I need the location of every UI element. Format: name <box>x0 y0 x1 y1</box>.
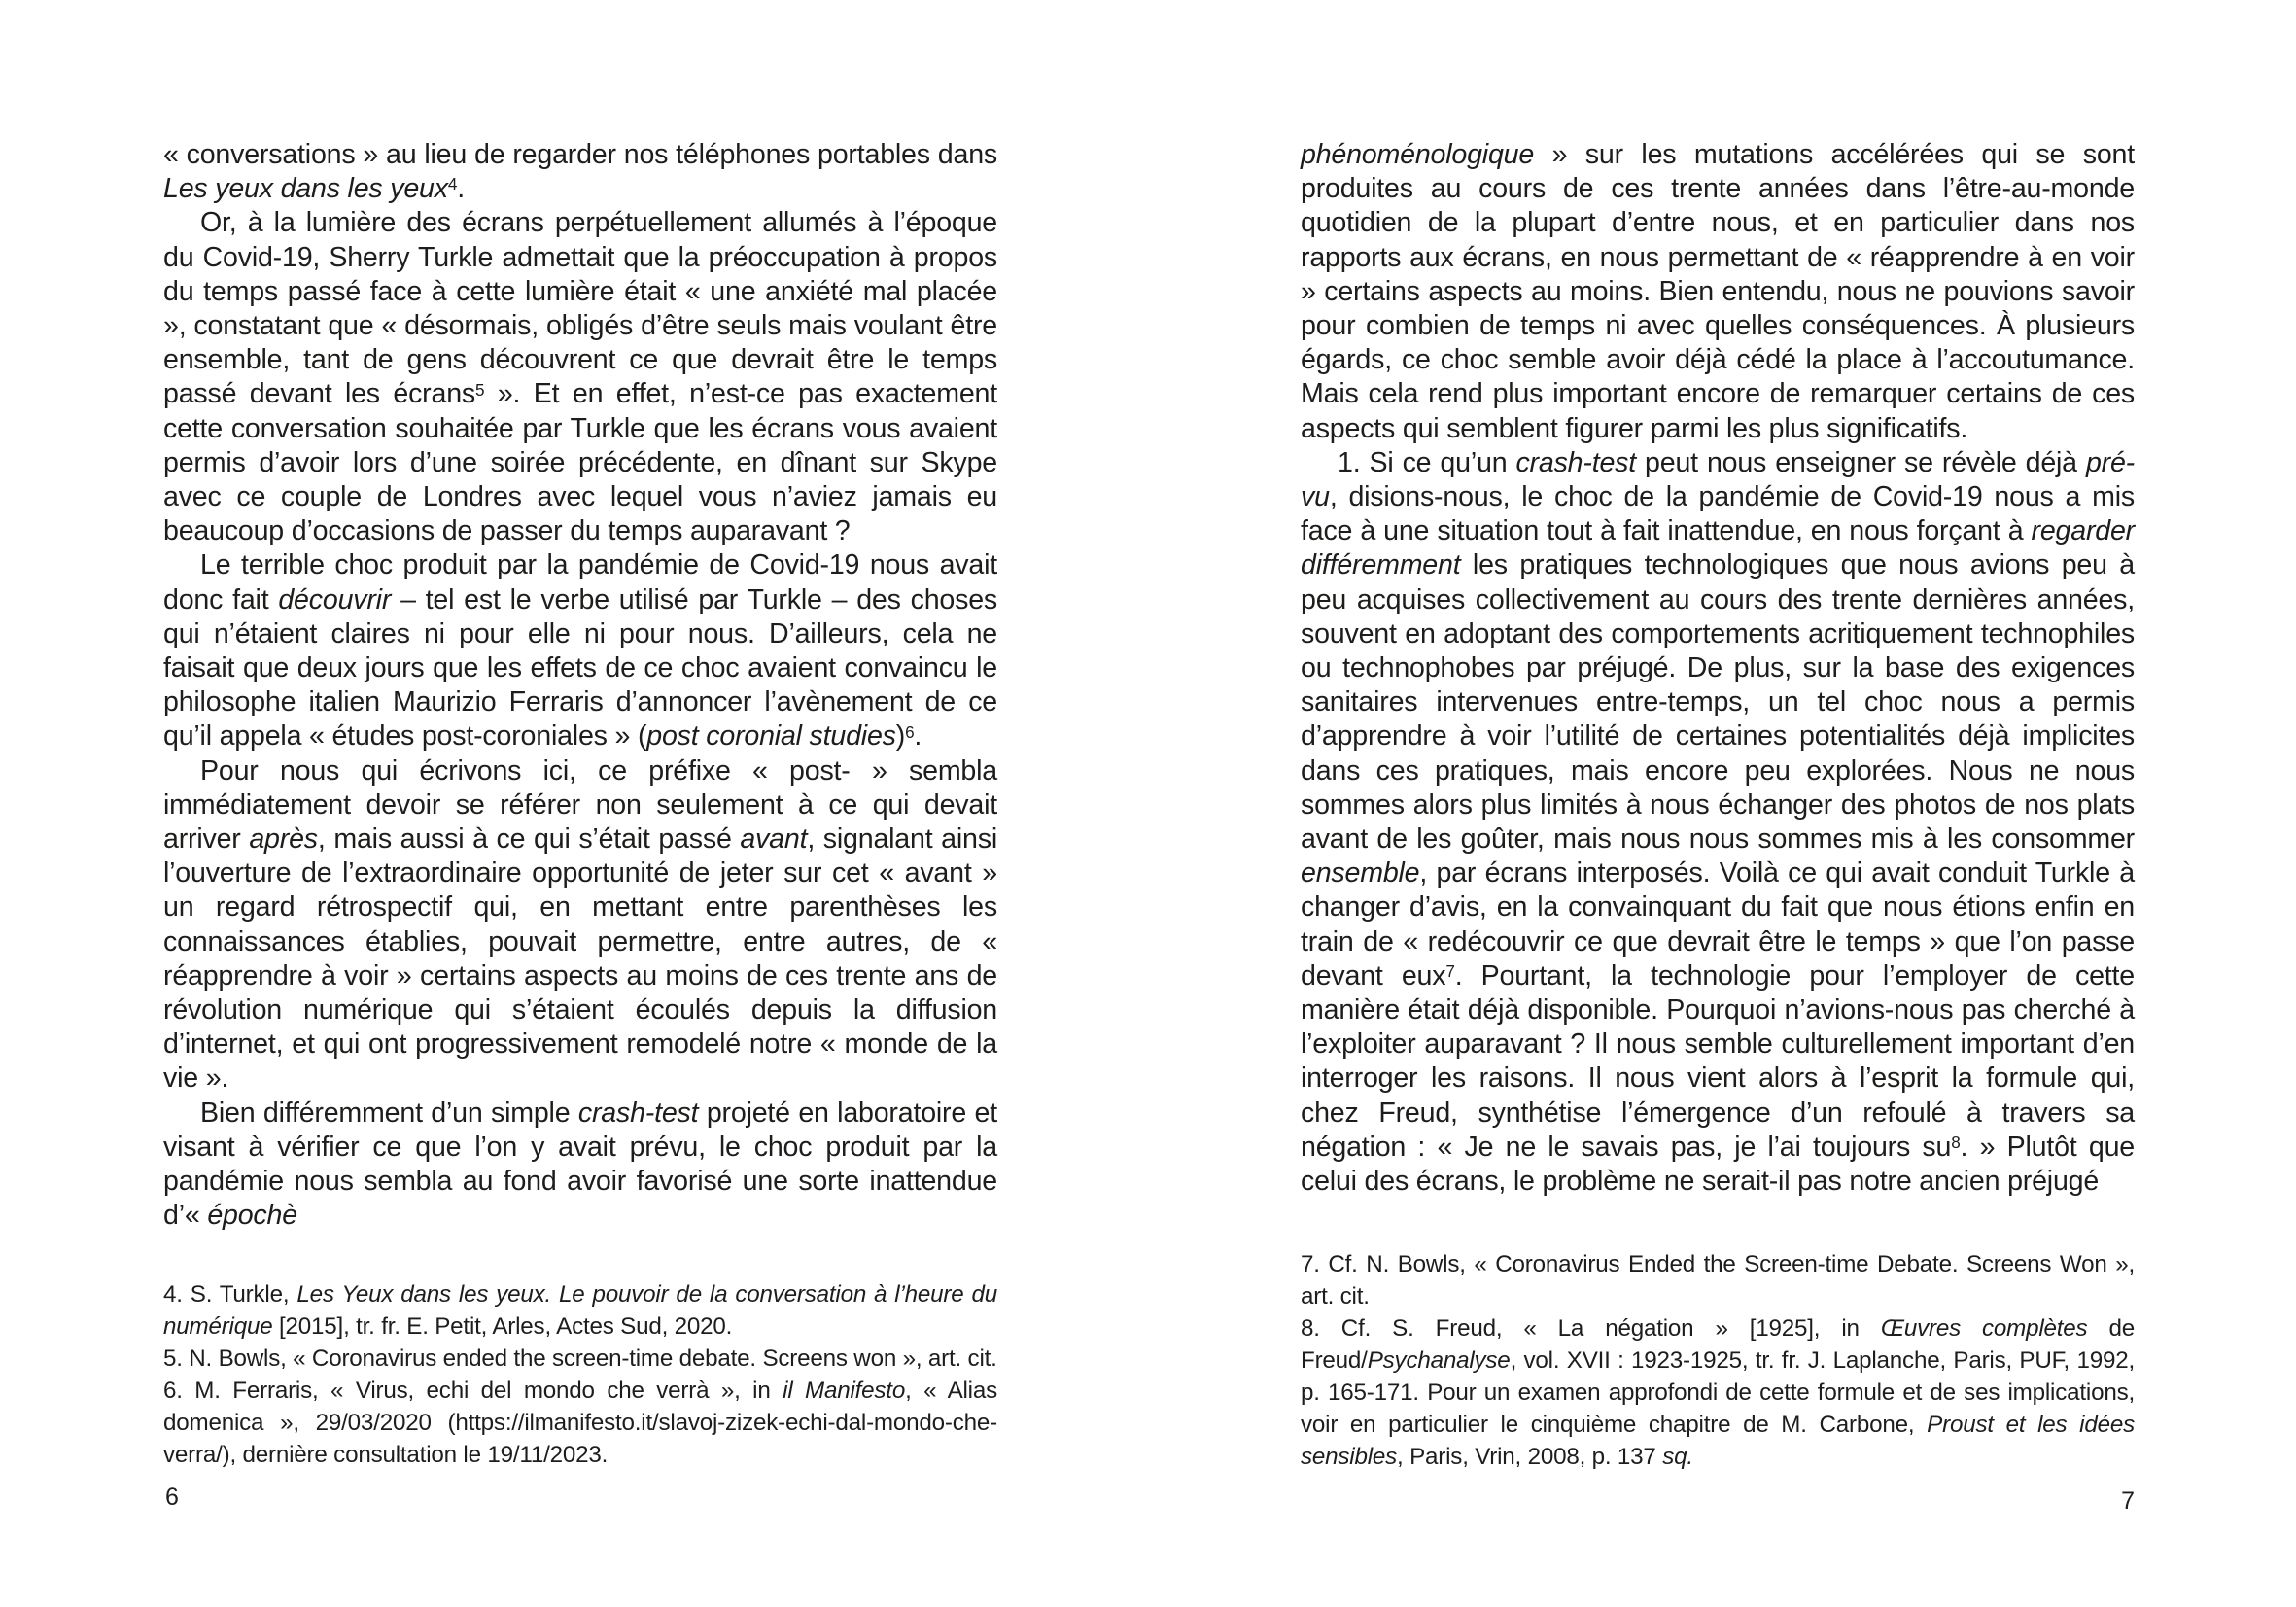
body-paragraph: Or, à la lumière des écrans perpétuellement allumés à l’époque du Covid-19, Sherry Turkle admettait que la préoccupation à propos du temps passé face à cette lumière était « une anxiété mal placée », constatant que « désormais, obligés d’être seuls mais voulant être ensemble, tant de gens découvrent ce que devrait être le temps passé devant les écrans$^5$ ». Et en effet, n’est-ce pas exactement cette conversation souhaitée par Turkle que les écrans vous avaient permis d’avoir lors d’une soirée précédente, en dînant sur Skype avec ce couple de Londres avec lequel vous n’aviez jamais eu beaucoup d’occasions de passer du temps auparavant ? <box>163 207 997 547</box>
footnote: 7. Cf. N. Bowls, « Coronavirus Ended the Screen-time Debate. Screens Won », art. cit. <box>1301 1251 2135 1310</box>
page-right <box>1148 0 2296 1607</box>
right-body-text <box>1301 138 2135 1199</box>
right-footnotes <box>1301 1248 2135 1473</box>
body-paragraph: Bien différemment d’un simple crash-test projeté en laboratoire et visant à vérifier ce que l’on y avait prévu, le choc produit par la pandémie nous sembla au fond avoir favorisé une sorte inattendue d’« épochè <box>163 1097 997 1232</box>
left-body-text <box>163 138 997 1234</box>
left-footnotes <box>163 1278 997 1471</box>
body-paragraph: 1. Si ce qu’un crash-test peut nous enseigner se révèle déjà pré-vu, disions-nous, le choc de la pandémie de Covid-19 nous a mis face à une situation tout à fait inattendue, en nous forçant à regarder différemment les pratiques technologiques que nous avions peu à peu acquises collectivement au cours des trente dernières années, souvent en adoptant des comportements acritiquement technophiles ou technophobes par préjugé. De plus, sur la base des exigences sanitaires intervenues entre-temps, un tel choc nous a permis d’apprendre à voir l’utilité de certaines potentialités déjà implicites dans ces pratiques, mais encore peu explorées. Nous ne nous sommes alors plus limités à nous échanger des photos de nos plats avant de les goûter, mais nous nous sommes mis à les consommer ensemble, par écrans interposés. Voilà ce qui avait conduit Turkle à changer d’avis, en la convainquant du fait que nous étions enfin en train de « redécouvrir ce que devrait être le temps » que l’on passe devant eux$^7$. Pourtant, la technologie pour l’employer de cette manière était déjà disponible. Pourquoi n’avions-nous pas cherché à l’exploiter auparavant ? Il nous semble culturellement important d’en interroger les raisons. Il nous vient alors à l’esprit la formule qui, chez Freud, synthétise l’émergence d’un refoulé à travers sa négation : « Je ne le savais pas, je l’ai toujours $su^8$. » Plutôt que celui des écrans, le problème ne serait-il pas notre ancien préjugé <box>1301 446 2135 1198</box>
footnote: 8. Cf. S. Freud, « La négation » [1925], in Œuvres complètes de Freud/Psychanalyse, vol. XVII : 1923-1925, tr. fr. J. Laplanche, Paris, PUF, 1992, p. 165-171. Pour un examen approfondi de cette formule et de ses implications, voir en particulier le cinquième chapitre de M. Carbone, Proust et les idées sensibles, Paris, Vrin, 2008, p. 137 sq. <box>1301 1315 2135 1470</box>
body-paragraph: Le terrible choc produit par la pandémie de Covid-19 nous avait donc fait découvrir – tel est le verbe utilisé par Turkle – des choses qui n’étaient claires ni pour elle ni pour nous. D’ailleurs, cela ne faisait que deux jours que les effets de ce choc avaient convaincu le philosophe italien Maurizio Ferraris d’annoncer l’avènement de ce qu’il appela « études post-coroniales » (post coronial studies)$^6$. <box>163 549 997 752</box>
body-paragraph: « conversations » au lieu de regarder nos téléphones portables dans Les yeux dans les yeux$^4$. <box>163 139 997 205</box>
footnote: 4. S. Turkle, Les Yeux dans les yeux. Le pouvoir de la conversation à l’heure du numérique [2015], tr. fr. E. Petit, Arles, Actes Sud, 2020. <box>163 1281 997 1340</box>
right-page-number: 7 <box>2121 1487 2135 1515</box>
left-page-number: 6 <box>165 1484 179 1511</box>
footnote: 5. N. Bowls, « Coronavirus ended the screen-time debate. Screens won », art. cit. <box>163 1345 997 1372</box>
footnote: 6. M. Ferraris, « Virus, echi del mondo che verrà », in il Manifesto, « Alias domenica », 29/03/2020 (https://ilmanifesto.it/slavoj-zizek-echi-dal-mondo-che-verra/), dernière consultation le 19/11/2023. <box>163 1378 997 1468</box>
body-paragraph: phénoménologique » sur les mutations accélérées qui se sont produites au cours de ces trente années dans l’être-au-monde quotidien de la plupart d’entre nous, et en particulier dans nos rapports aux écrans, en nous permettant de « réapprendre à en voir » certains aspects au moins. Bien entendu, nous ne pouvions savoir pour combien de temps ni avec quelles conséquences. À plusieurs égards, ce choc semble avoir déjà cédé la place à l’accoutumance. Mais cela rend plus important encore de remarquer certains de ces aspects qui semblent figurer parmi les plus significatifs. <box>1301 139 2135 444</box>
body-paragraph: Pour nous qui écrivons ici, ce préfixe « post- » sembla immédiatement devoir se référer non seulement à ce qui devait arriver après, mais aussi à ce qui s’était passé avant, signalant ainsi l’ouverture de l’extraordinaire opportunité de jeter sur cet « avant » un regard rétrospectif qui, en mettant entre parenthèses les connaissances établies, pouvait permettre, entre autres, de « réapprendre à voir » certains aspects au moins de ces trente ans de révolution numérique qui s’étaient écoulés depuis la diffusion d’internet, et qui ont progressivement remodelé notre « monde de la vie ». <box>163 754 997 1095</box>
